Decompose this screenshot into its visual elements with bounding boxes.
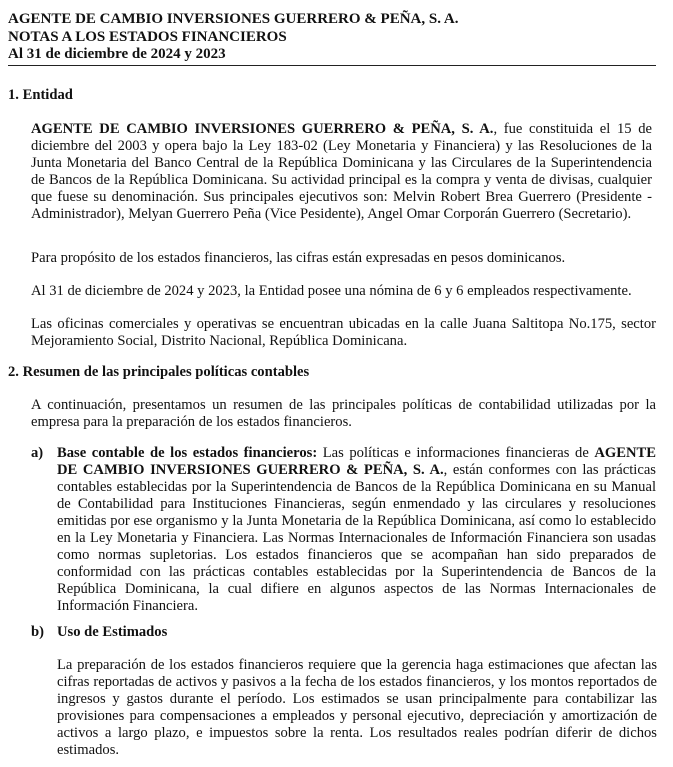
document-header bbox=[8, 11, 656, 66]
employees-paragraph: Al 31 de diciembre de 2024 y 2023, la Entidad posee una nómina de 6 y 6 empleados respectivamente. bbox=[31, 283, 632, 299]
section-2-title: 2. Resumen de las principales políticas contables bbox=[8, 364, 310, 380]
subsection-a-text-2: , están conformes con las prácticas contables establecidas por la Superintendencia de Bancos de la República Dominicana en su Manual de Contabilidad para Instituciones Financieras, según enmendado y las circulares y resoluciones emitidas por ese organismo y la Junta Monetaria de la República Dominicana, así como lo establecido en la Ley Monetaria y Financiera. Las Normas Internacionales de Información Financiera son usadas como normas supletorias. Los estados financieros que se acompañan han sido preparados de conformidad con las prácticas contables establecidas por la Superintendencia de Bancos de la República Dominicana, la cual difiere en algunos aspectos de las Normas Internacionales de Información Financiera. bbox=[57, 462, 656, 614]
entity-description: , fue constituida el 15 de diciembre del 2003 y opera bajo la Ley 183-02 (Ley Monetaria y Financiera) y las Resoluciones de la Junta Monetaria del Banco Central de la República Dominicana y las Circulares de la Superintendencia de Bancos de la República Dominicana. Su actividad principal es la compra y venta de divisas, cualquier que fuese su denominación. Sus principales ejecutivos son: Melvin Robert Brea Guerrero (Presidente - Administrador), Melyan Guerrero Peña (Vice Pesidente), Angel Omar Corporán Guerrero (Secretario). bbox=[31, 121, 652, 222]
offices-paragraph: Las oficinas comerciales y operativas se encuentran ubicadas en la calle Juana Saltitopa No.175, sector Mejoramiento Social, Distrito Nacional, República Dominicana. bbox=[31, 316, 656, 349]
subsection-b-title: Uso de Estimados bbox=[57, 624, 168, 640]
subsection-a-letter: a) bbox=[31, 445, 44, 461]
subsection-a-paragraph bbox=[57, 445, 656, 615]
entity-company-name: AGENTE DE CAMBIO INVERSIONES GUERRERO & PEÑA, S. A. bbox=[31, 121, 494, 137]
document-date: Al 31 de diciembre de 2024 y 2023 bbox=[8, 46, 226, 62]
entity-paragraph bbox=[31, 121, 652, 223]
policies-intro-paragraph: A continuación, presentamos un resumen de las principales políticas de contabilidad utilizadas por la empresa para la preparación de los estados financieros. bbox=[31, 397, 656, 430]
subsection-a-title: Base contable de los estados financieros: bbox=[57, 445, 318, 461]
subsection-b-paragraph: La preparación de los estados financieros requiere que la gerencia haga estimaciones que afectan las cifras reportadas de activos y pasivos a la fecha de los estados financieros, y los montos reportados de ingresos y gastos durante el período. Los estimados se usan principalmente para contabilizar las provisiones para compensaciones a empleados y personal ejecutivo, depreciación y amortización de activos a largo plazo, e impuestos sobre la renta. Los resultados reales podrían diferir de dichos estimados. bbox=[57, 657, 657, 758]
subsection-a-company: AGENTE DE CAMBIO INVERSIONES GUERRERO & PEÑA, S. A. bbox=[57, 445, 656, 478]
company-title: AGENTE DE CAMBIO INVERSIONES GUERRERO & PEÑA, S. A. bbox=[8, 11, 459, 27]
currency-paragraph: Para propósito de los estados financieros, las cifras están expresadas en pesos dominicanos. bbox=[31, 250, 566, 266]
section-1-title: 1. Entidad bbox=[8, 87, 73, 103]
subsection-a-text-1: Las políticas e informaciones financieras de bbox=[317, 445, 595, 461]
document-title: NOTAS A LOS ESTADOS FINANCIEROS bbox=[8, 28, 287, 45]
subsection-b-letter: b) bbox=[31, 624, 44, 640]
